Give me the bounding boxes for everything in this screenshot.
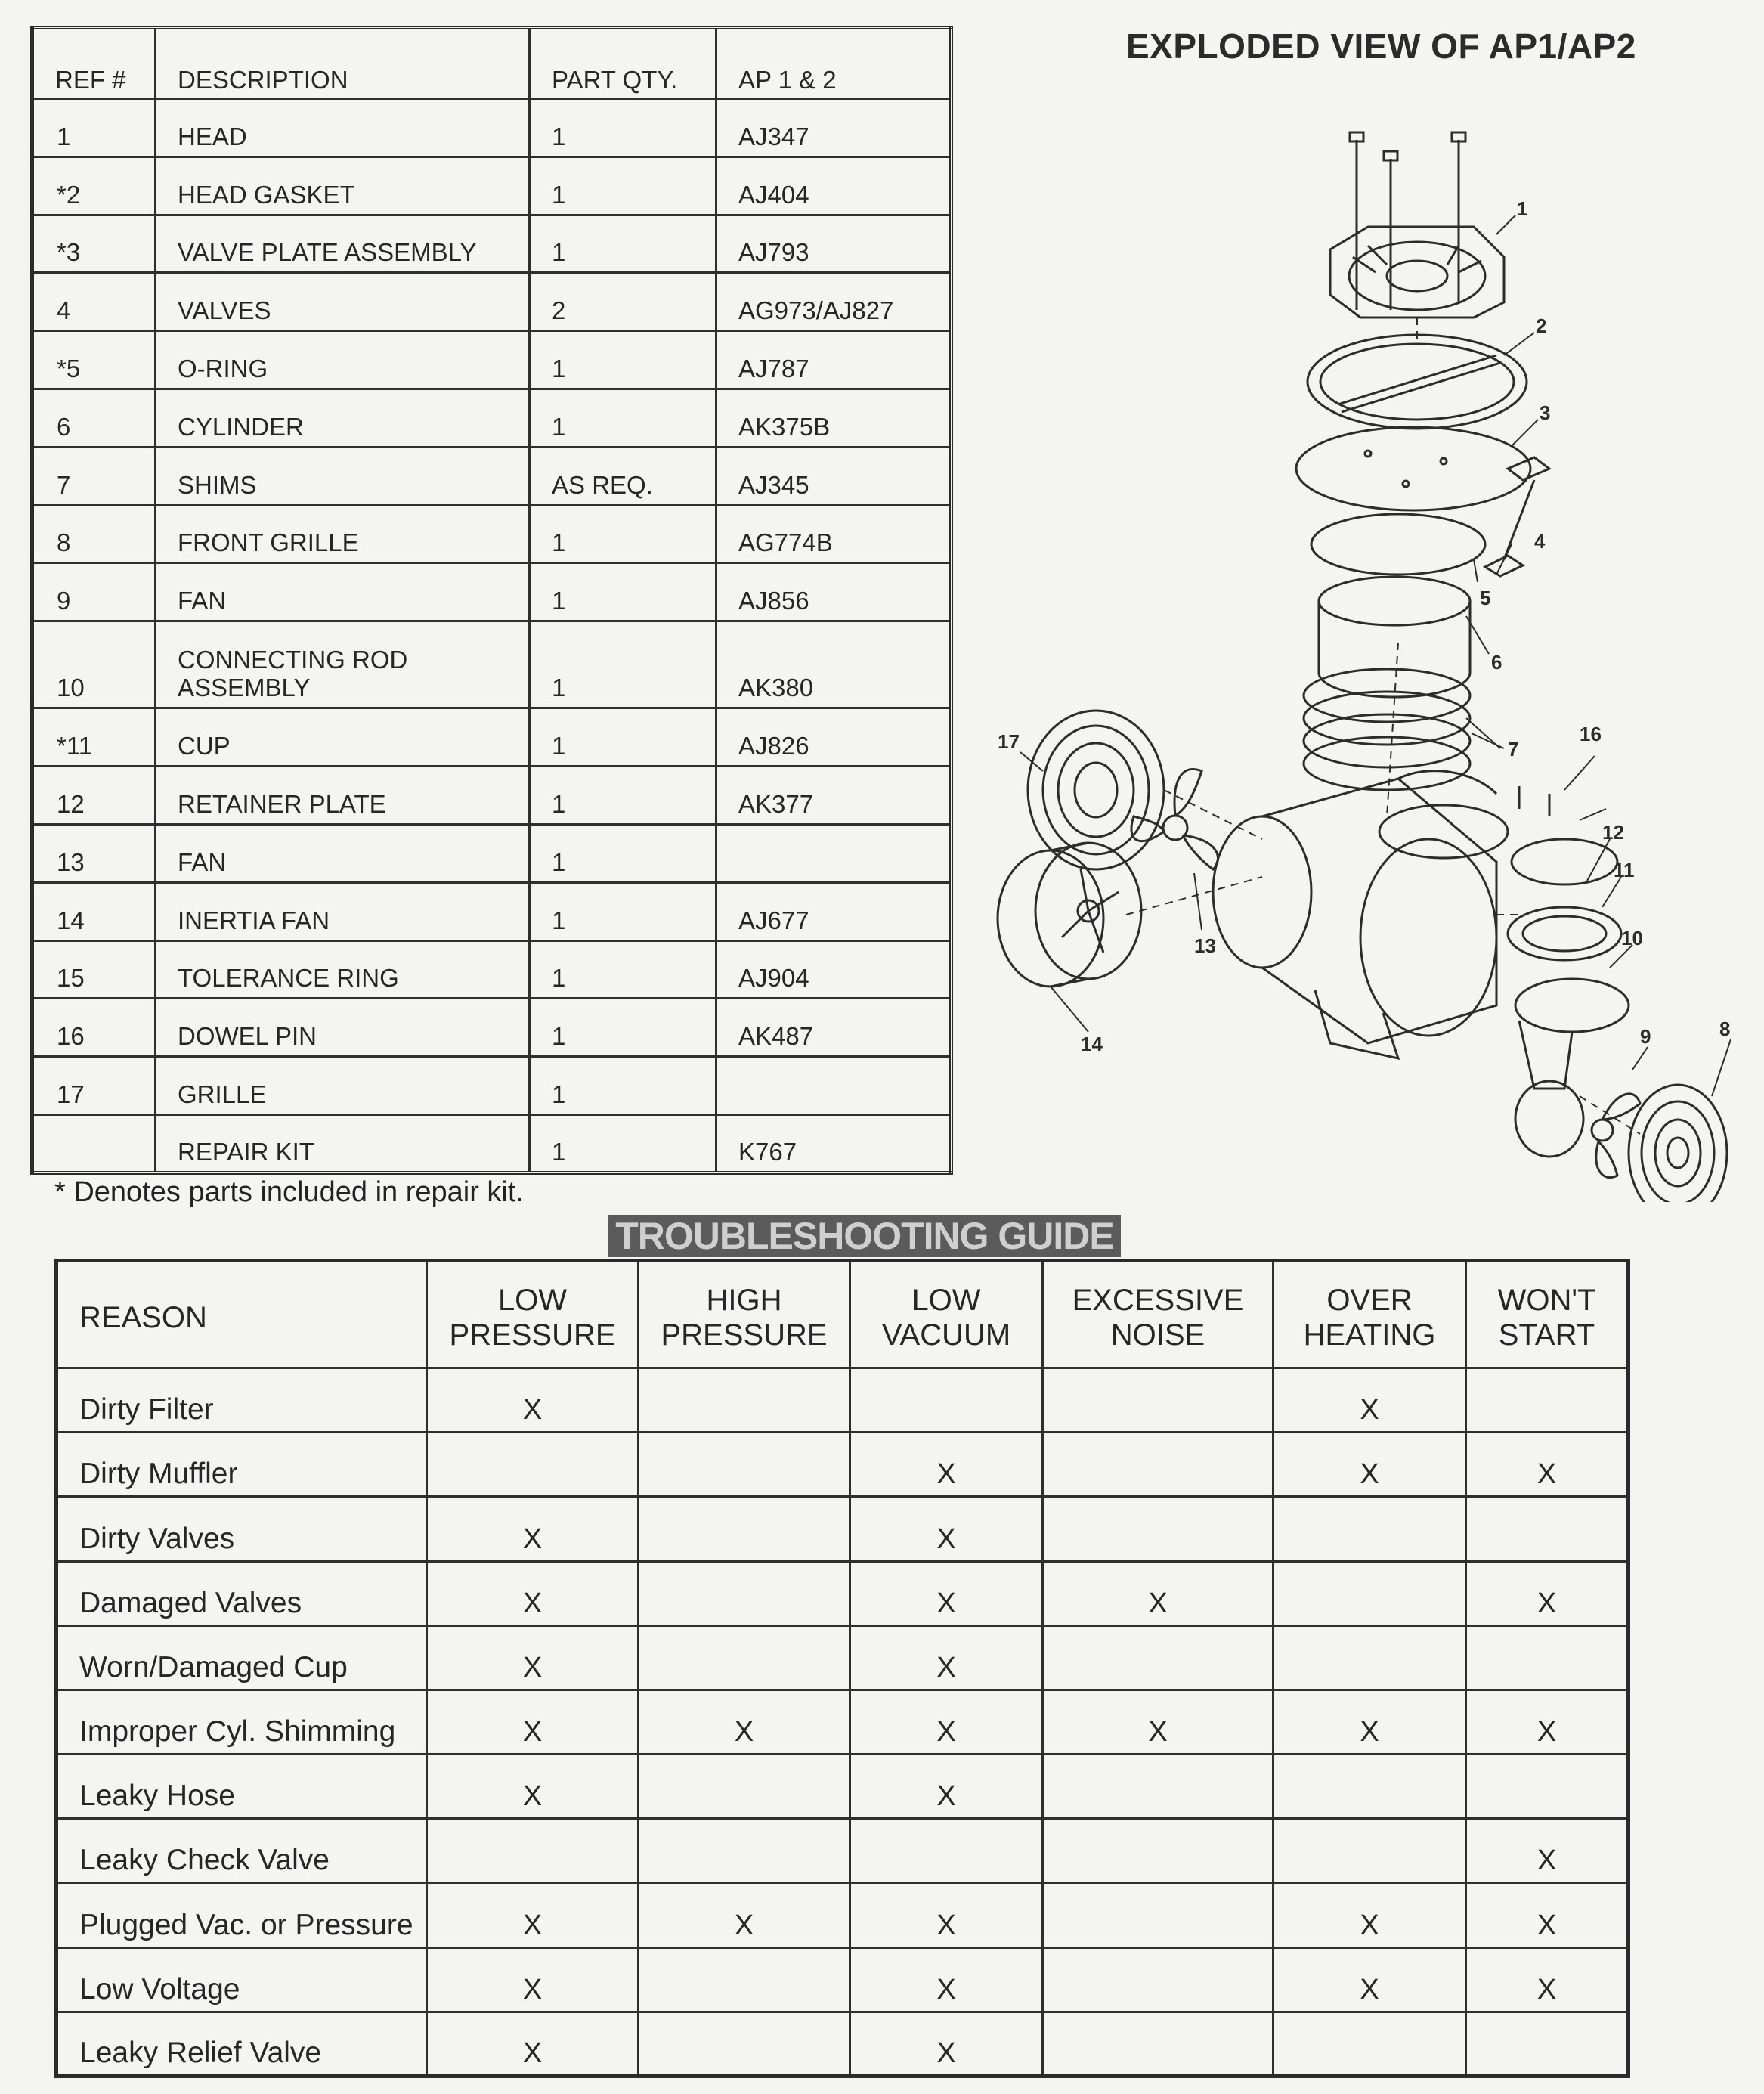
ts-reason: Damaged Valves bbox=[57, 1561, 427, 1625]
parts-header-row bbox=[32, 28, 952, 99]
part-description: INERTIA FAN bbox=[156, 882, 530, 940]
part-number: AJ677 bbox=[716, 882, 952, 940]
rear-grille-part bbox=[1028, 711, 1164, 869]
part-description: GRILLE bbox=[156, 1057, 530, 1115]
ts-row bbox=[57, 1883, 1629, 1947]
ts-empty-cell bbox=[639, 2012, 850, 2076]
ts-mark-cell: X bbox=[1273, 1690, 1466, 1754]
part-description: REPAIR KIT bbox=[156, 1114, 530, 1172]
part-qty: 1 bbox=[530, 505, 716, 563]
ts-empty-cell bbox=[427, 1433, 639, 1497]
part-ref bbox=[32, 1114, 156, 1172]
ts-reason: Worn/Damaged Cup bbox=[57, 1625, 427, 1690]
callout-14: 14 bbox=[1081, 1033, 1103, 1055]
parts-row bbox=[32, 447, 952, 505]
ts-mark-cell: X bbox=[1466, 1433, 1629, 1497]
part-qty: 1 bbox=[530, 1057, 716, 1115]
ts-mark-cell: X bbox=[850, 1755, 1043, 1819]
valves-part bbox=[1485, 457, 1549, 576]
ts-mark-cell: X bbox=[427, 1625, 639, 1690]
col-header-ref: REF # bbox=[32, 28, 156, 99]
part-qty: 1 bbox=[530, 621, 716, 708]
ts-mark-cell: X bbox=[639, 1883, 850, 1947]
connecting-rod-part bbox=[1508, 839, 1629, 1157]
ts-empty-cell bbox=[639, 1947, 850, 2012]
o-ring-part bbox=[1311, 514, 1485, 575]
ts-empty-cell bbox=[639, 1755, 850, 1819]
part-description: HEAD GASKET bbox=[156, 156, 530, 215]
callout-17: 17 bbox=[998, 730, 1020, 753]
ts-mark-cell: X bbox=[850, 1497, 1043, 1561]
ts-reason: Leaky Relief Valve bbox=[57, 2012, 427, 2076]
callout-2: 2 bbox=[1536, 314, 1547, 337]
ts-reason: Dirty Filter bbox=[57, 1368, 427, 1433]
part-ref: 13 bbox=[32, 824, 156, 882]
part-number: K767 bbox=[716, 1114, 952, 1172]
part-qty: 1 bbox=[530, 708, 716, 767]
part-ref: 15 bbox=[32, 940, 156, 999]
ts-empty-cell bbox=[1273, 1561, 1466, 1625]
part-description: RETAINER PLATE bbox=[156, 767, 530, 825]
ts-reason: Improper Cyl. Shimming bbox=[57, 1690, 427, 1754]
ts-mark-cell: X bbox=[850, 1947, 1043, 2012]
part-ref: 16 bbox=[32, 999, 156, 1057]
ts-mark-cell: X bbox=[1466, 1819, 1629, 1883]
ts-mark-cell: X bbox=[1043, 1690, 1273, 1754]
part-number: AJ345 bbox=[716, 447, 952, 505]
ts-row bbox=[57, 1497, 1629, 1561]
part-qty: 1 bbox=[530, 156, 716, 215]
parts-table bbox=[30, 26, 953, 1175]
ts-row bbox=[57, 1368, 1629, 1433]
part-ref: *2 bbox=[32, 156, 156, 215]
part-description: DOWEL PIN bbox=[156, 999, 530, 1057]
ts-empty-cell bbox=[1043, 2012, 1273, 2076]
parts-row bbox=[32, 389, 952, 447]
part-ref: 14 bbox=[32, 882, 156, 940]
ts-reason: Leaky Hose bbox=[57, 1755, 427, 1819]
parts-row bbox=[32, 882, 952, 940]
part-number: AJ347 bbox=[716, 99, 952, 157]
ts-mark-cell: X bbox=[1273, 1883, 1466, 1947]
part-description: FAN bbox=[156, 563, 530, 621]
parts-row bbox=[32, 505, 952, 563]
part-ref: *3 bbox=[32, 215, 156, 273]
part-ref: *11 bbox=[32, 708, 156, 767]
callout-9: 9 bbox=[1640, 1025, 1651, 1048]
parts-row bbox=[32, 215, 952, 273]
parts-row bbox=[32, 156, 952, 215]
parts-row bbox=[32, 940, 952, 999]
dowel-pins-part bbox=[1519, 786, 1549, 816]
ts-header-reason: REASON bbox=[57, 1261, 427, 1368]
part-ref: 17 bbox=[32, 1057, 156, 1115]
exploded-view-diagram bbox=[975, 113, 1731, 1202]
part-ref: 4 bbox=[32, 273, 156, 331]
ts-mark-cell: X bbox=[1273, 1368, 1466, 1433]
ts-empty-cell bbox=[1466, 1755, 1629, 1819]
fan-9-part bbox=[1592, 1094, 1640, 1178]
front-grille-part bbox=[1629, 1085, 1727, 1202]
ts-row bbox=[57, 2012, 1629, 2076]
part-description: O-RING bbox=[156, 331, 530, 389]
ts-empty-cell bbox=[850, 1819, 1043, 1883]
parts-row bbox=[32, 621, 952, 708]
callout-3: 3 bbox=[1540, 401, 1551, 424]
part-ref: 1 bbox=[32, 99, 156, 157]
parts-row bbox=[32, 767, 952, 825]
cylinder-part bbox=[1319, 577, 1470, 697]
col-header-part-number: AP 1 & 2 bbox=[716, 28, 952, 99]
part-ref: 12 bbox=[32, 767, 156, 825]
part-description: VALVES bbox=[156, 273, 530, 331]
part-ref: 7 bbox=[32, 447, 156, 505]
parts-row bbox=[32, 273, 952, 331]
part-number bbox=[716, 1057, 952, 1115]
parts-row bbox=[32, 563, 952, 621]
ts-empty-cell bbox=[1273, 1497, 1466, 1561]
part-qty: 1 bbox=[530, 563, 716, 621]
ts-empty-cell bbox=[850, 1368, 1043, 1433]
ts-reason: Plugged Vac. or Pressure bbox=[57, 1883, 427, 1947]
ts-empty-cell bbox=[1043, 1947, 1273, 2012]
part-qty: 1 bbox=[530, 389, 716, 447]
parts-row bbox=[32, 331, 952, 389]
ts-mark-cell: X bbox=[427, 1947, 639, 2012]
ts-row bbox=[57, 1947, 1629, 2012]
ts-header-row bbox=[57, 1261, 1629, 1368]
ts-mark-cell: X bbox=[1273, 1433, 1466, 1497]
callout-6: 6 bbox=[1491, 651, 1502, 674]
part-number: AJ904 bbox=[716, 940, 952, 999]
part-number: AJ787 bbox=[716, 331, 952, 389]
motor-body-part bbox=[1213, 771, 1508, 1058]
valve-plate-part bbox=[1296, 427, 1530, 510]
ts-empty-cell bbox=[639, 1561, 850, 1625]
ts-empty-cell bbox=[1043, 1497, 1273, 1561]
part-description: VALVE PLATE ASSEMBLY bbox=[156, 215, 530, 273]
ts-empty-cell bbox=[1043, 1368, 1273, 1433]
part-number bbox=[716, 824, 952, 882]
ts-row bbox=[57, 1690, 1629, 1754]
ts-mark-cell: X bbox=[427, 1690, 639, 1754]
head-gasket-part bbox=[1308, 335, 1527, 429]
callout-13: 13 bbox=[1194, 934, 1216, 957]
part-qty: 1 bbox=[530, 331, 716, 389]
part-number: AG774B bbox=[716, 505, 952, 563]
repair-kit-note: * Denotes parts included in repair kit. bbox=[54, 1176, 524, 1208]
col-header-qty: PART QTY. bbox=[530, 28, 716, 99]
part-description: FAN bbox=[156, 824, 530, 882]
part-number: AK375B bbox=[716, 389, 952, 447]
callout-16: 16 bbox=[1580, 723, 1602, 745]
part-description: HEAD bbox=[156, 99, 530, 157]
part-number: AK377 bbox=[716, 767, 952, 825]
part-qty: AS REQ. bbox=[530, 447, 716, 505]
ts-mark-cell: X bbox=[850, 1561, 1043, 1625]
head-bolts bbox=[1350, 132, 1465, 310]
parts-row bbox=[32, 999, 952, 1057]
part-number: AK380 bbox=[716, 621, 952, 708]
ts-mark-cell: X bbox=[427, 1368, 639, 1433]
ts-mark-cell: X bbox=[427, 1883, 639, 1947]
ts-row bbox=[57, 1625, 1629, 1690]
part-ref: 8 bbox=[32, 505, 156, 563]
parts-row bbox=[32, 824, 952, 882]
troubleshooting-table bbox=[54, 1259, 1630, 2078]
ts-reason: Leaky Check Valve bbox=[57, 1819, 427, 1883]
ts-mark-cell: X bbox=[850, 1690, 1043, 1754]
ts-empty-cell bbox=[639, 1497, 850, 1561]
parts-row bbox=[32, 1057, 952, 1115]
ts-empty-cell bbox=[1043, 1755, 1273, 1819]
exploded-view-title: EXPLODED VIEW OF AP1/AP2 bbox=[1126, 26, 1636, 66]
ts-empty-cell bbox=[427, 1819, 639, 1883]
part-description: SHIMS bbox=[156, 447, 530, 505]
part-qty: 1 bbox=[530, 999, 716, 1057]
ts-row bbox=[57, 1755, 1629, 1819]
ts-mark-cell: X bbox=[427, 1497, 639, 1561]
ts-mark-cell: X bbox=[427, 1755, 639, 1819]
part-qty: 1 bbox=[530, 824, 716, 882]
ts-row bbox=[57, 1561, 1629, 1625]
ts-header-excessive-noise: EXCESSIVE NOISE bbox=[1043, 1261, 1273, 1368]
part-qty: 1 bbox=[530, 767, 716, 825]
ts-header-over-heating: OVER HEATING bbox=[1273, 1261, 1466, 1368]
ts-mark-cell: X bbox=[850, 1625, 1043, 1690]
part-description: CUP bbox=[156, 708, 530, 767]
part-ref: *5 bbox=[32, 331, 156, 389]
callout-12: 12 bbox=[1602, 821, 1624, 844]
ts-mark-cell: X bbox=[850, 1433, 1043, 1497]
ts-mark-cell: X bbox=[850, 2012, 1043, 2076]
ts-mark-cell: X bbox=[639, 1690, 850, 1754]
parts-row bbox=[32, 1114, 952, 1172]
ts-reason: Low Voltage bbox=[57, 1947, 427, 2012]
ts-mark-cell: X bbox=[1273, 1947, 1466, 2012]
ts-empty-cell bbox=[1273, 1755, 1466, 1819]
part-ref: 9 bbox=[32, 563, 156, 621]
callout-8: 8 bbox=[1719, 1018, 1731, 1040]
col-header-description: DESCRIPTION bbox=[156, 28, 530, 99]
ts-empty-cell bbox=[1466, 1497, 1629, 1561]
fan-13-part bbox=[1131, 769, 1218, 869]
part-number: AJ826 bbox=[716, 708, 952, 767]
ts-mark-cell: X bbox=[1466, 1947, 1629, 2012]
ts-mark-cell: X bbox=[1043, 1561, 1273, 1625]
part-number: AJ856 bbox=[716, 563, 952, 621]
ts-mark-cell: X bbox=[427, 1561, 639, 1625]
ts-header-wont-start: WON'T START bbox=[1466, 1261, 1629, 1368]
ts-mark-cell: X bbox=[1466, 1690, 1629, 1754]
part-description: CONNECTING ROD ASSEMBLY bbox=[156, 621, 530, 708]
part-ref: 10 bbox=[32, 621, 156, 708]
ts-empty-cell bbox=[1043, 1625, 1273, 1690]
part-qty: 2 bbox=[530, 273, 716, 331]
ts-mark-cell: X bbox=[850, 1883, 1043, 1947]
part-qty: 1 bbox=[530, 215, 716, 273]
callout-11: 11 bbox=[1614, 859, 1635, 881]
ts-mark-cell: X bbox=[427, 2012, 639, 2076]
callout-10: 10 bbox=[1621, 927, 1643, 949]
ts-header-low-vacuum: LOW VACUUM bbox=[850, 1261, 1043, 1368]
callout-1: 1 bbox=[1517, 197, 1528, 220]
ts-empty-cell bbox=[639, 1368, 850, 1433]
ts-empty-cell bbox=[1273, 1819, 1466, 1883]
part-qty: 1 bbox=[530, 1114, 716, 1172]
callout-4: 4 bbox=[1534, 530, 1546, 553]
ts-empty-cell bbox=[1273, 2012, 1466, 2076]
ts-empty-cell bbox=[1043, 1433, 1273, 1497]
ts-empty-cell bbox=[1466, 2012, 1629, 2076]
ts-header-high-pressure: HIGH PRESSURE bbox=[639, 1261, 850, 1368]
part-number: AJ404 bbox=[716, 156, 952, 215]
ts-empty-cell bbox=[1466, 1625, 1629, 1690]
part-description: FRONT GRILLE bbox=[156, 505, 530, 563]
ts-mark-cell: X bbox=[1466, 1883, 1629, 1947]
troubleshooting-title: TROUBLESHOOTING GUIDE bbox=[608, 1215, 1121, 1257]
part-ref: 6 bbox=[32, 389, 156, 447]
part-qty: 1 bbox=[530, 882, 716, 940]
ts-empty-cell bbox=[1466, 1368, 1629, 1433]
ts-row bbox=[57, 1433, 1629, 1497]
callout-5: 5 bbox=[1480, 587, 1491, 609]
part-qty: 1 bbox=[530, 99, 716, 157]
part-description: CYLINDER bbox=[156, 389, 530, 447]
part-number: AG973/AJ827 bbox=[716, 273, 952, 331]
ts-empty-cell bbox=[639, 1819, 850, 1883]
ts-empty-cell bbox=[1043, 1883, 1273, 1947]
ts-reason: Dirty Valves bbox=[57, 1497, 427, 1561]
parts-row bbox=[32, 99, 952, 157]
ts-mark-cell: X bbox=[1466, 1561, 1629, 1625]
ts-header-low-pressure: LOW PRESSURE bbox=[427, 1261, 639, 1368]
part-number: AJ793 bbox=[716, 215, 952, 273]
part-description: TOLERANCE RING bbox=[156, 940, 530, 999]
ts-reason: Dirty Muffler bbox=[57, 1433, 427, 1497]
parts-row bbox=[32, 708, 952, 767]
ts-row bbox=[57, 1819, 1629, 1883]
part-number: AK487 bbox=[716, 999, 952, 1057]
ts-empty-cell bbox=[1273, 1625, 1466, 1690]
ts-empty-cell bbox=[1043, 1819, 1273, 1883]
callout-7: 7 bbox=[1508, 738, 1519, 760]
ts-empty-cell bbox=[639, 1625, 850, 1690]
part-qty: 1 bbox=[530, 940, 716, 999]
ts-empty-cell bbox=[639, 1433, 850, 1497]
